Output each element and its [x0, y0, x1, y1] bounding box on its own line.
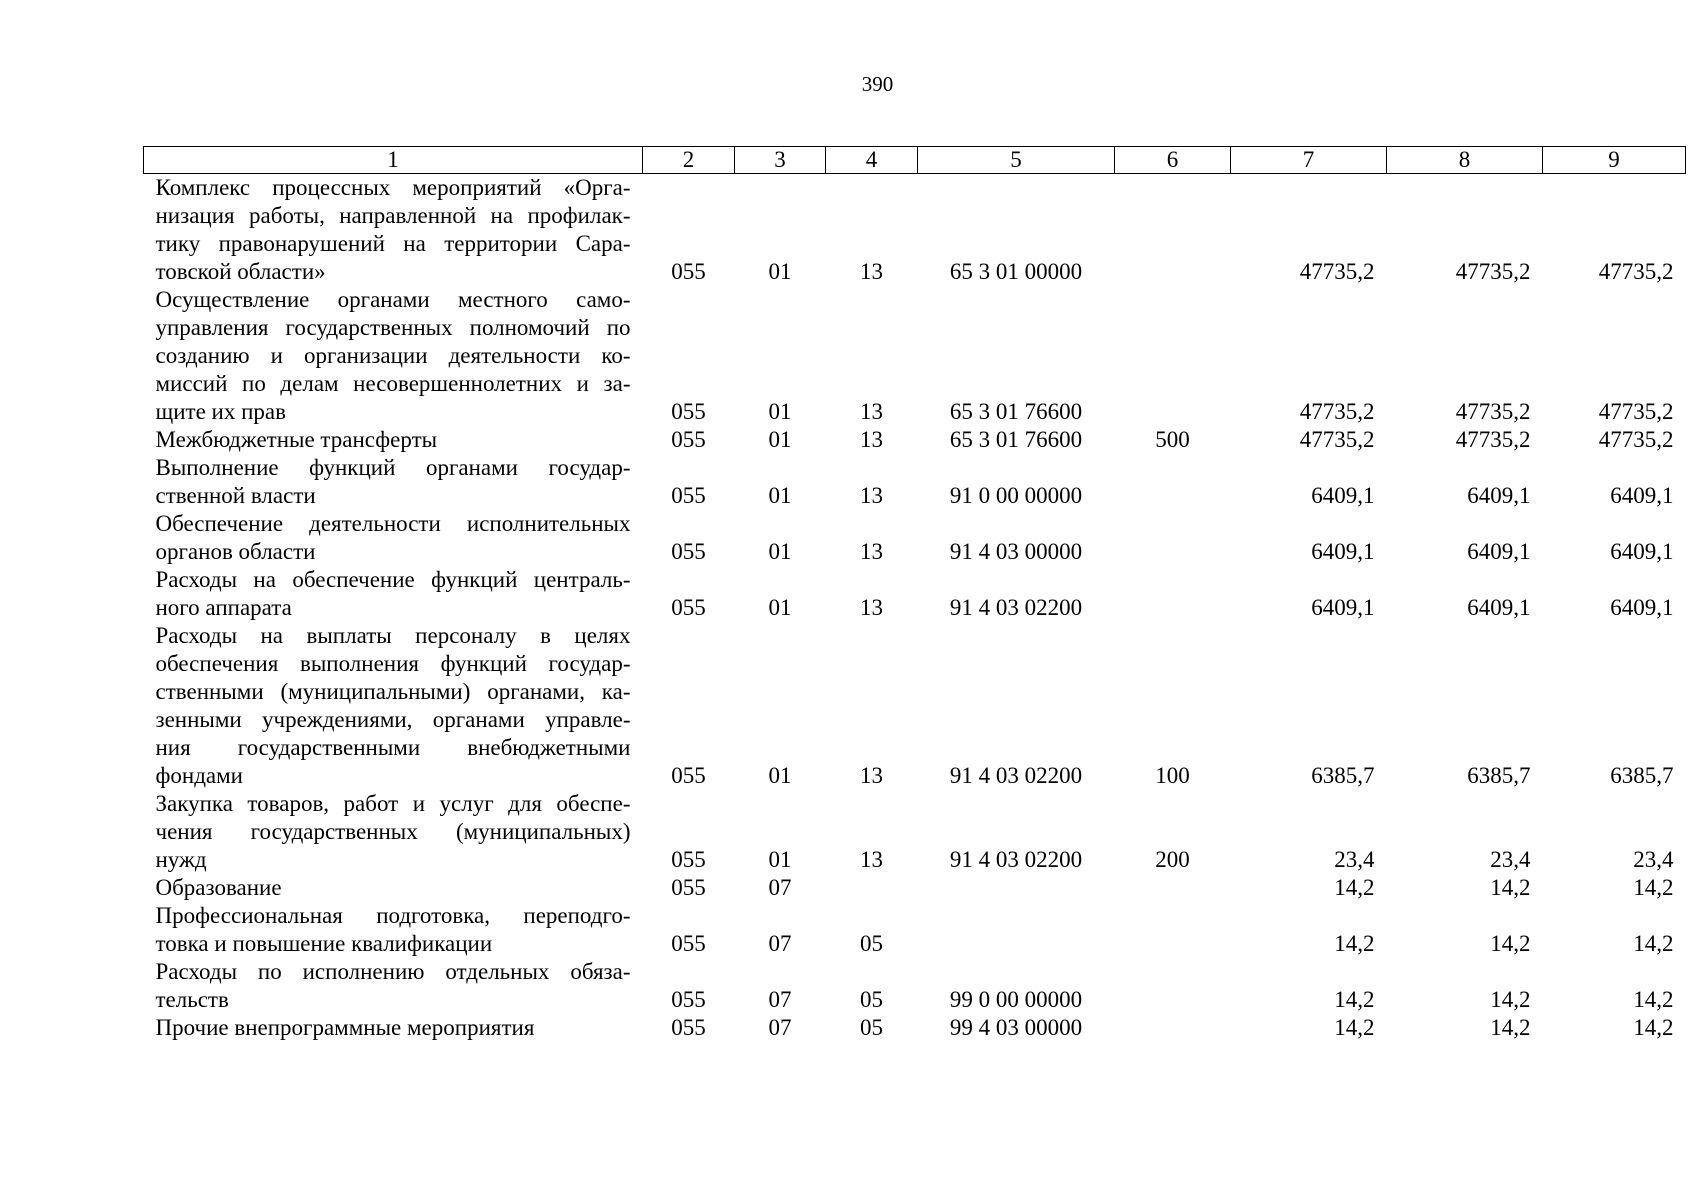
section-code-cell: 07	[768, 875, 792, 900]
row-name-line: Прочие внепрограммные мероприятия	[155, 1015, 535, 1040]
amount-cell-7: 47735,2	[1299, 259, 1375, 284]
row-name-line: Расходы по исполнению отдельных обяза-	[155, 959, 631, 984]
row-name-cell	[144, 958, 643, 1014]
chapter-code-cell: 055	[671, 595, 706, 620]
row-name-line: чения государственных (муниципальных)	[155, 819, 631, 844]
row-name-line: тельств	[155, 987, 229, 1012]
target-article-cell: 99 0 00 00000	[949, 987, 1083, 1012]
row-name-line: органов области	[155, 539, 316, 564]
amount-cell-7: 6409,1	[1311, 483, 1375, 508]
table-row	[144, 790, 1686, 874]
amount-cell-9: 47735,2	[1598, 427, 1674, 452]
row-name-line: Межбюджетные трансферты	[155, 427, 438, 452]
row-name-line: Образование	[155, 875, 282, 900]
amount-cell-8: 47735,2	[1455, 399, 1531, 424]
row-name-cell	[144, 874, 643, 902]
chapter-code-cell: 055	[671, 259, 706, 284]
row-name-line: Выполнение функций органами государ-	[155, 455, 631, 480]
section-code-cell: 01	[768, 427, 792, 452]
chapter-code-cell: 055	[671, 483, 706, 508]
section-code-cell: 01	[768, 763, 792, 788]
target-article-cell: 91 4 03 02200	[949, 763, 1083, 788]
amount-cell-7: 14,2	[1334, 1015, 1375, 1040]
row-name-line: низация работы, направленной на профилак-	[155, 203, 631, 228]
target-article-cell: 91 4 03 00000	[949, 539, 1083, 564]
expense-type-cell	[1115, 958, 1231, 1014]
row-name-line: зенными учреждениями, органами управле-	[155, 707, 631, 732]
amount-cell-7: 6385,7	[1311, 763, 1375, 788]
target-article-cell: 65 3 01 00000	[949, 259, 1083, 284]
section-code-cell: 01	[768, 259, 792, 284]
amount-cell-8: 14,2	[1490, 1015, 1531, 1040]
row-name-line: Расходы на обеспечение функций централь-	[155, 567, 631, 592]
row-name-line: Осуществление органами местного само-	[155, 287, 631, 312]
amount-cell-8: 47735,2	[1455, 427, 1531, 452]
row-name-line: нужд	[155, 847, 207, 872]
expense-type-cell	[1115, 902, 1231, 958]
target-article-cell: 65 3 01 76600	[949, 399, 1083, 424]
row-name-line: созданию и организации деятельности ко-	[155, 343, 631, 368]
expense-type-cell	[1115, 510, 1231, 566]
amount-cell-9: 47735,2	[1598, 399, 1674, 424]
chapter-code-cell: 055	[671, 847, 706, 872]
section-code-cell: 01	[768, 399, 792, 424]
target-article-cell: 99 4 03 00000	[949, 1015, 1083, 1040]
row-name-line: Обеспечение деятельности исполнительных	[155, 511, 631, 536]
target-article-cell: 91 4 03 02200	[949, 595, 1083, 620]
column-header: 1	[144, 147, 643, 174]
amount-cell-7: 6409,1	[1311, 595, 1375, 620]
row-name-cell	[144, 1014, 643, 1042]
row-name-line: фондами	[155, 763, 243, 788]
table-row	[144, 566, 1686, 622]
row-name-line: тику правонарушений на территории Сара-	[155, 231, 631, 256]
section-code-cell: 07	[768, 931, 792, 956]
expense-type-cell	[1115, 454, 1231, 510]
column-header: 2	[643, 147, 735, 174]
row-name-line: ственными (муниципальными) органами, ка-	[155, 679, 631, 704]
section-code-cell: 01	[768, 539, 792, 564]
amount-cell-8: 6385,7	[1467, 763, 1531, 788]
column-header: 6	[1115, 147, 1231, 174]
amount-cell-7: 47735,2	[1299, 399, 1375, 424]
amount-cell-9: 47735,2	[1598, 259, 1674, 284]
chapter-code-cell: 055	[671, 987, 706, 1012]
table-row	[144, 286, 1686, 426]
row-name-cell	[144, 510, 643, 566]
expense-type-cell	[1115, 174, 1231, 287]
amount-cell-8: 6409,1	[1467, 483, 1531, 508]
amount-cell-8: 23,4	[1490, 847, 1531, 872]
subsection-code-cell: 13	[860, 595, 883, 620]
row-name-line: ного аппарата	[155, 595, 292, 620]
expense-type-cell	[1115, 566, 1231, 622]
chapter-code-cell: 055	[671, 763, 706, 788]
amount-cell-7: 47735,2	[1299, 427, 1375, 452]
amount-cell-9: 14,2	[1633, 931, 1674, 956]
chapter-code-cell: 055	[671, 399, 706, 424]
expense-type-cell	[1115, 874, 1231, 902]
amount-cell-9: 14,2	[1633, 1015, 1674, 1040]
subsection-code-cell: 13	[860, 259, 883, 284]
row-name-line: Профессиональная подготовка, переподго-	[155, 903, 631, 928]
table-row	[144, 426, 1686, 454]
table-body	[144, 174, 1686, 1043]
amount-cell-7: 14,2	[1334, 931, 1375, 956]
row-name-line: управления государственных полномочий по	[155, 315, 631, 340]
subsection-code-cell	[826, 874, 918, 902]
table-row	[144, 454, 1686, 510]
page-number: 390	[861, 72, 894, 96]
section-code-cell: 01	[768, 595, 792, 620]
subsection-code-cell: 13	[860, 427, 883, 452]
amount-cell-8: 14,2	[1490, 875, 1531, 900]
subsection-code-cell: 13	[860, 763, 883, 788]
chapter-code-cell: 055	[671, 427, 706, 452]
amount-cell-7: 23,4	[1334, 847, 1375, 872]
table-row	[144, 1014, 1686, 1042]
amount-cell-9: 6409,1	[1610, 539, 1674, 564]
chapter-code-cell: 055	[671, 875, 706, 900]
amount-cell-9: 14,2	[1633, 875, 1674, 900]
row-name-cell	[144, 426, 643, 454]
table-row	[144, 902, 1686, 958]
row-name-cell	[144, 454, 643, 510]
row-name-line: Закупка товаров, работ и услуг для обеспе-	[155, 791, 631, 816]
amount-cell-7: 14,2	[1334, 987, 1375, 1012]
expense-type-cell: 500	[1155, 427, 1190, 452]
chapter-code-cell: 055	[671, 931, 706, 956]
amount-cell-9: 6409,1	[1610, 483, 1674, 508]
amount-cell-8: 6409,1	[1467, 595, 1531, 620]
row-name-line: ния государственными внебюджетными	[155, 735, 631, 760]
expense-type-cell	[1115, 1014, 1231, 1042]
row-name-line: товка и повышение квалификации	[155, 931, 493, 956]
amount-cell-8: 6409,1	[1467, 539, 1531, 564]
row-name-line: обеспечения выполнения функций государ-	[155, 651, 631, 676]
row-name-line: Расходы на выплаты персоналу в целях	[155, 623, 631, 648]
column-header: 4	[826, 147, 918, 174]
expense-type-cell: 100	[1155, 763, 1190, 788]
table-row	[144, 874, 1686, 902]
subsection-code-cell: 05	[860, 987, 883, 1012]
row-name-cell	[144, 902, 643, 958]
row-name-line: Комплекс процессных мероприятий «Орга-	[155, 175, 631, 200]
table-row	[144, 958, 1686, 1014]
column-header: 8	[1387, 147, 1543, 174]
row-name-cell	[144, 622, 643, 790]
row-name-cell	[144, 286, 643, 426]
section-code-cell: 01	[768, 847, 792, 872]
target-article-cell	[918, 902, 1115, 958]
amount-cell-9: 6409,1	[1610, 595, 1674, 620]
amount-cell-9: 6385,7	[1610, 763, 1674, 788]
table-row	[144, 510, 1686, 566]
amount-cell-8: 47735,2	[1455, 259, 1531, 284]
column-header: 7	[1231, 147, 1387, 174]
row-name-line: ственной власти	[155, 483, 316, 508]
budget-table	[143, 146, 1686, 1042]
amount-cell-8: 14,2	[1490, 931, 1531, 956]
section-code-cell: 07	[768, 987, 792, 1012]
target-article-cell: 65 3 01 76600	[949, 427, 1083, 452]
table-header-row	[144, 147, 1686, 174]
expense-type-cell: 200	[1155, 847, 1190, 872]
row-name-cell	[144, 566, 643, 622]
subsection-code-cell: 13	[860, 539, 883, 564]
amount-cell-9: 23,4	[1633, 847, 1674, 872]
table-row	[144, 622, 1686, 790]
subsection-code-cell: 13	[860, 399, 883, 424]
row-name-line: товской области»	[155, 259, 326, 284]
amount-cell-7: 14,2	[1334, 875, 1375, 900]
row-name-line: миссий по делам несовершеннолетних и за-	[155, 371, 631, 396]
row-name-cell	[144, 790, 643, 874]
chapter-code-cell: 055	[671, 1015, 706, 1040]
subsection-code-cell: 13	[860, 483, 883, 508]
column-header: 5	[918, 147, 1115, 174]
amount-cell-7: 6409,1	[1311, 539, 1375, 564]
subsection-code-cell: 05	[860, 1015, 883, 1040]
column-header: 9	[1543, 147, 1686, 174]
target-article-cell: 91 0 00 00000	[949, 483, 1083, 508]
subsection-code-cell: 05	[860, 931, 883, 956]
row-name-line: щите их прав	[155, 399, 286, 424]
expense-type-cell	[1115, 286, 1231, 426]
target-article-cell	[918, 874, 1115, 902]
section-code-cell: 07	[768, 1015, 792, 1040]
section-code-cell: 01	[768, 483, 792, 508]
amount-cell-8: 14,2	[1490, 987, 1531, 1012]
target-article-cell: 91 4 03 02200	[949, 847, 1083, 872]
chapter-code-cell: 055	[671, 539, 706, 564]
subsection-code-cell: 13	[860, 847, 883, 872]
amount-cell-9: 14,2	[1633, 987, 1674, 1012]
row-name-cell	[144, 174, 643, 287]
column-header: 3	[735, 147, 826, 174]
table-row	[144, 174, 1686, 287]
